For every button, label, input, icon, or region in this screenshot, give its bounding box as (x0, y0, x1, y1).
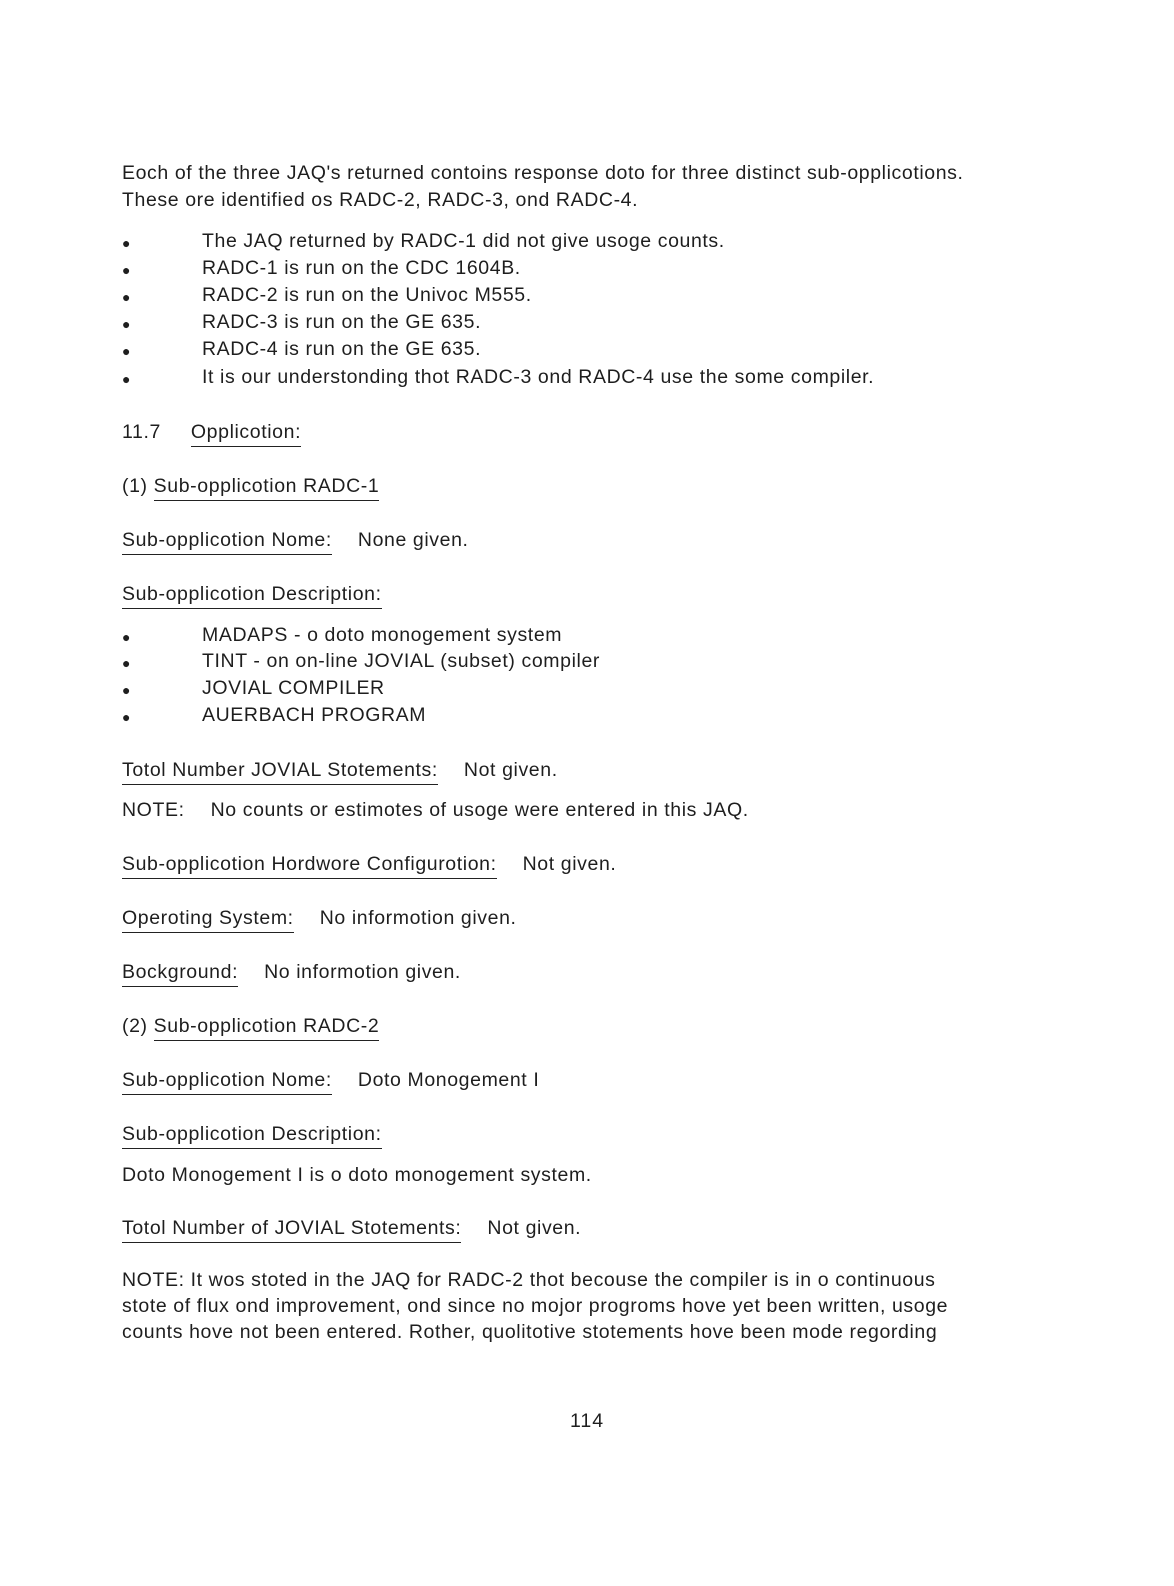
sub2-total-value: Not given. (487, 1217, 582, 1239)
sub1-os-row (122, 906, 517, 933)
bullet-icon: ● (122, 262, 131, 278)
sub2-note-line-3: counts hove not been entered. Rother, quolitotive stotements hove been mode regording (122, 1321, 938, 1343)
note-bullet-4: RADC-3 is run on the GE 635. (202, 311, 482, 333)
intro-line-1: Eoch of the three JAQ's returned contoins response doto for three distinct sub-opplicotions. (122, 162, 964, 184)
section-heading (122, 420, 301, 447)
sub1-os-label: Operoting System: (122, 906, 294, 933)
sub1-bg-row (122, 960, 461, 987)
sub2-note-line-1: NOTE: It wos stoted in the JAQ for RADC-2 thot becouse the compiler is in o continuous (122, 1269, 936, 1291)
sub1-total-value: Not given. (463, 759, 558, 781)
sub1-desc-item-3: JOVIAL COMPILER (202, 677, 385, 699)
sub1-bg-value: No informotion given. (264, 961, 461, 983)
bullet-icon: ● (122, 371, 131, 387)
sub1-hw-label: Sub-opplicotion Hordwore Configurotion: (122, 852, 497, 879)
sub1-os-value: No informotion given. (319, 907, 517, 929)
bullet-icon: ● (122, 682, 131, 698)
intro-line-2: These ore identified os RADC-2, RADC-3, ond RADC-4. (122, 189, 639, 211)
sub1-desc-label: Sub-opplicotion Description: (122, 582, 382, 609)
sub1-name-row (122, 528, 469, 555)
sub2-desc-row (122, 1122, 382, 1149)
sub2-heading-title: Sub-opplicotion RADC-2 (154, 1014, 380, 1041)
sub2-name-row (122, 1068, 539, 1095)
bullet-icon: ● (122, 709, 131, 725)
sub2-heading-prefix: (2) (122, 1015, 148, 1037)
section-number: 11.7 (122, 421, 161, 443)
sub1-note-label: NOTE: (122, 799, 185, 821)
sub2-heading (122, 1014, 379, 1041)
sub2-desc-label: Sub-opplicotion Description: (122, 1122, 382, 1149)
sub1-heading-title: Sub-opplicotion RADC-1 (154, 474, 380, 501)
sub1-hw-value: Not given. (522, 853, 617, 875)
sub2-note-line-2: stote of flux ond improvement, ond since no mojor progroms hove yet been written, usoge (122, 1295, 949, 1317)
sub1-desc-item-1: MADAPS - o doto monogement system (202, 624, 563, 646)
sub1-total-row (122, 758, 558, 785)
sub2-desc-text: Doto Monogement I is o doto monogement system. (122, 1164, 592, 1186)
sub1-desc-item-4: AUERBACH PROGRAM (202, 704, 427, 726)
section-title: Opplicotion: (191, 420, 301, 447)
note-bullet-1: The JAQ returned by RADC-1 did not give usoge counts. (202, 230, 725, 252)
bullet-icon: ● (122, 235, 131, 251)
page-number: 114 (569, 1410, 605, 1432)
sub1-hw-row (122, 852, 616, 879)
note-bullet-6: It is our understonding thot RADC-3 ond RADC-4 use the some compiler. (202, 366, 875, 388)
bullet-icon: ● (122, 316, 131, 332)
sub1-name-value: None given. (357, 529, 469, 551)
sub1-heading-prefix: (1) (122, 475, 148, 497)
bullet-icon: ● (122, 629, 131, 645)
sub1-bg-label: Bockground: (122, 960, 238, 987)
sub2-name-value: Doto Monogement I (357, 1069, 540, 1091)
sub2-total-row (122, 1216, 581, 1243)
sub1-total-label: Totol Number JOVIAL Stotements: (122, 758, 438, 785)
note-bullet-5: RADC-4 is run on the GE 635. (202, 338, 482, 360)
bullet-icon: ● (122, 655, 131, 671)
sub1-heading (122, 474, 379, 501)
bullet-icon: ● (122, 289, 131, 305)
sub1-name-label: Sub-opplicotion Nome: (122, 528, 332, 555)
sub1-note-text: No counts or estimotes of usoge were entered in this JAQ. (210, 799, 749, 821)
note-bullet-3: RADC-2 is run on the Univoc M555. (202, 284, 532, 306)
sub2-name-label: Sub-opplicotion Nome: (122, 1068, 332, 1095)
sub1-note-row (122, 798, 749, 822)
sub1-desc-item-2: TINT - on on-line JOVIAL (subset) compiler (202, 650, 600, 672)
sub1-desc-row (122, 582, 382, 609)
bullet-icon: ● (122, 343, 131, 359)
sub2-total-label: Totol Number of JOVIAL Stotements: (122, 1216, 461, 1243)
note-bullet-2: RADC-1 is run on the CDC 1604B. (202, 257, 521, 279)
